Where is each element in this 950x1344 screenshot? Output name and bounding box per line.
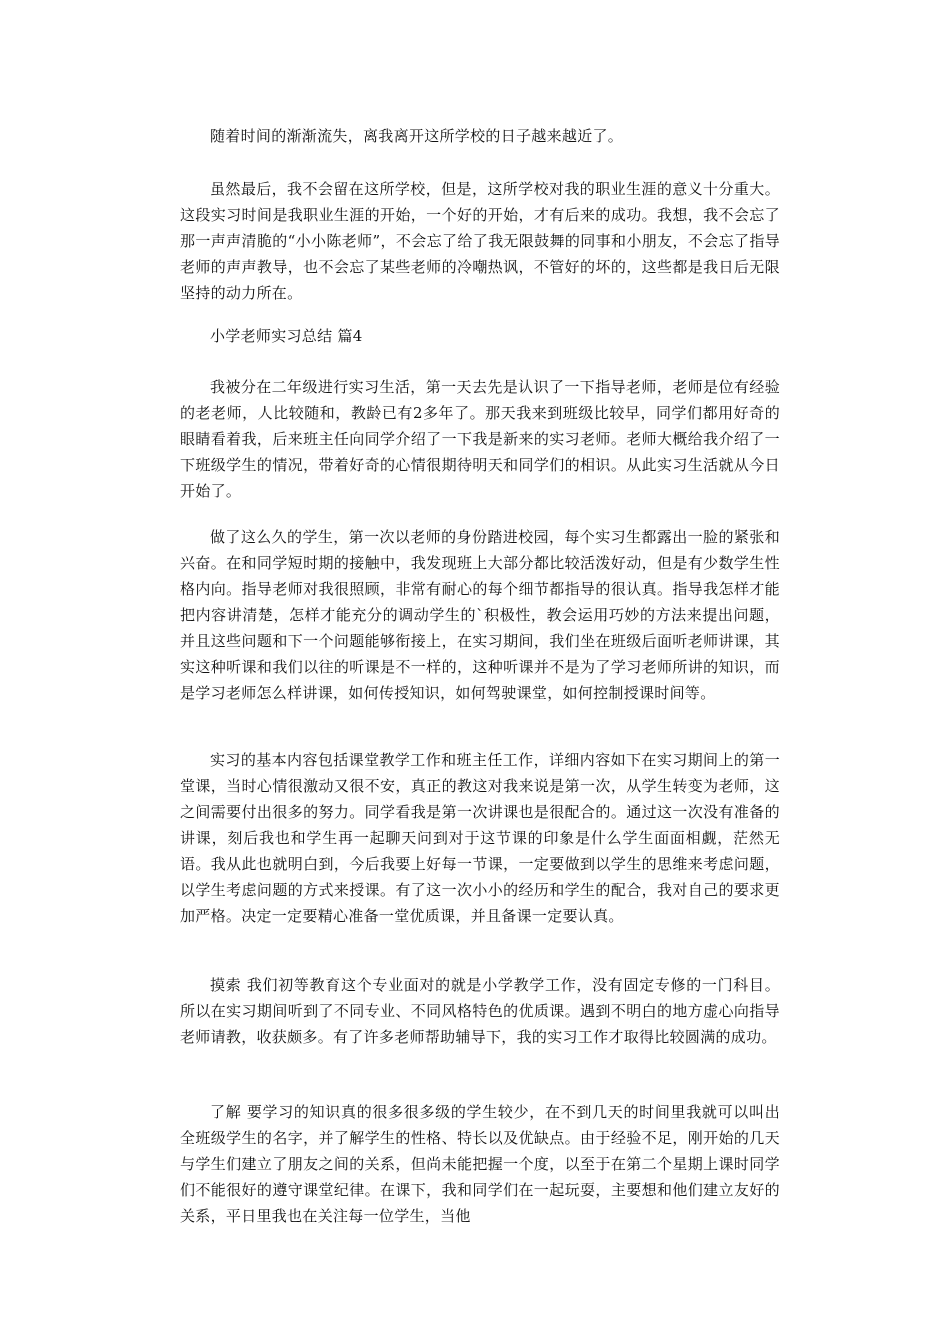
paragraph-4: 我被分在二年级进行实习生活，第一天去先是认识了一下指导老师，老师是位有经验的老老师，人比较随和，教龄已有2多年了。那天我来到班级比较早，同学们都用好奇的眼睛看着我，后来班主任向同学介绍了一下我是新来的实习老师。老师大概给我介绍了一下班级学生的情况，带着好奇的心情很期待明天和同学们的相识。从此实习生活就从今日开始了。 (180, 378, 780, 500)
paragraph-6: 实习的基本内容包括课堂教学工作和班主任工作，详细内容如下在实习期间上的第一堂课，当时心情很激动又很不安，真正的教这对我来说是第一次，从学生转变为老师，这之间需要付出很多的努力。同学看我是第一次讲课也是很配合的。通过这一次没有准备的讲课，刻后我也和学生再一起聊天问到对于这节课的印象是什么学生面面相觑，茫然无语。我从此也就明白到，今后我要上好每一节课，一定要做到以学生的思维来考虑问题，以学生考虑问题的方式来授课。有了这一次小小的经历和学生的配合，我对自己的要求更加严格。决定一定要精心准备一堂优质课，并且备课一定要认真。 (180, 751, 780, 925)
paragraph-7: 摸索 我们初等教育这个专业面对的就是小学教学工作，没有固定专修的一门科目。所以在实习期间听到了不同专业、不同风格特色的优质课。遇到不明白的地方虚心向指导老师请教，收获颇多。有了许多老师帮助辅导下，我的实习工作才取得比较圆满的成功。 (180, 976, 780, 1046)
paragraph-8: 了解 要学习的知识真的很多很多级的学生较少，在不到几天的时间里我就可以叫出全班级学生的名字，并了解学生的性格、特长以及优缺点。由于经验不足，刚开始的几天与学生们建立了朋友之间的关系，但尚未能把握一个度，以至于在第二个星期上课时同学们不能很好的遵守课堂纪律。在课下，我和同学们在一起玩耍，主要想和他们建立友好的关系，平日里我也在关注每一位学生，当他 (180, 1103, 780, 1225)
paragraph-2: 虽然最后，我不会留在这所学校，但是，这所学校对我的职业生涯的意义十分重大。这段实习时间是我职业生涯的开始，一个好的开始，才有后来的成功。我想，我不会忘了那一声声清脆的“小小陈老师”，不会忘了给了我无限鼓舞的同事和小朋友，不会忘了指导老师的声声教导，也不会忘了某些老师的冷嘲热讽，不管好的坏的，这些都是我日后无限坚持的动力所在。 (180, 180, 780, 302)
paragraph-1: 随着时间的渐渐流失，离我离开这所学校的日子越来越近了。 (210, 127, 624, 145)
paragraph-5: 做了这么久的学生，第一次以老师的身份踏进校园，每个实习生都露出一脸的紧张和兴奋。在和同学短时期的接触中，我发现班上大部分都比较活泼好动，但是有少数学生性格内向。指导老师对我很照顾，非常有耐心的每个细节都指导的很认真。指导我怎样才能把内容讲清楚，怎样才能充分的调动学生的`积极性，教会运用巧妙的方法来提出问题，并且这些问题和下一个问题能够衔接上，在实习期间，我们坐在班级后面听老师讲课，其实这种听课和我们以往的听课是不一样的，这种听课并不是为了学习老师所讲的知识，而是学习老师怎么样讲课，如何传授知识，如何驾驶课堂，如何控制授课时间等。 (180, 528, 780, 702)
section-heading: 小学老师实习总结 篇4 (210, 327, 363, 345)
